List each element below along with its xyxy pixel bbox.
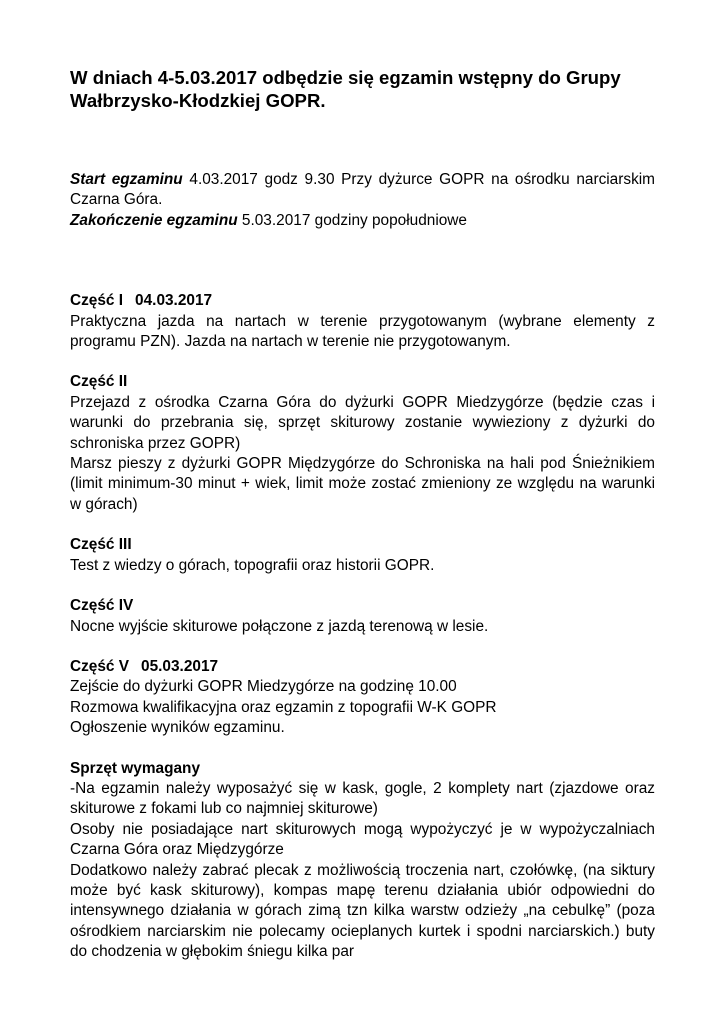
section-line: -Na egzamin należy wyposażyć się w kask, gogle, 2 komplety nart (zjazdowe oraz skiturowe z fokami lub co najmniej skiturowe) <box>70 779 655 818</box>
section-line: Marsz pieszy z dyżurki GOPR Międzygórze do Schroniska na hali pod Śnieżnikiem (limit minimum-30 minut + wiek, limit może zostać zmieniony ze względu na warunki w górach) <box>70 455 655 513</box>
section-heading: Część II <box>70 373 128 391</box>
section-part-3 <box>70 535 655 576</box>
document-title: W dniach 4-5.03.2017 odbędzie się egzamin wstępny do Grupy Wałbrzysko-Kłodzkiej GOPR. <box>70 67 621 111</box>
section-part-1 <box>70 291 655 352</box>
section-heading: Część III <box>70 536 132 554</box>
section-heading: Sprzęt wymagany <box>70 759 201 777</box>
section-part-4 <box>70 596 655 637</box>
section-date: 05.03.2017 <box>141 657 219 675</box>
exam-end-label: Zakończenie egzaminu <box>70 211 238 229</box>
section-date: 04.03.2017 <box>135 292 213 310</box>
section-line: Praktyczna jazda na nartach w terenie przygotowanym (wybrane elementy z programu PZN). Jazda na nartach w terenie nie przygotowanym. <box>70 312 655 351</box>
section-line: Ogłoszenie wyników egzaminu. <box>70 719 285 737</box>
exam-start <box>70 170 655 211</box>
section-heading: Część IV <box>70 597 134 615</box>
section-heading <box>70 291 655 311</box>
section-line: Zejście do dyżurki GOPR Miedzygórze na godzinę 10.00 <box>70 678 457 696</box>
exam-start-label: Start egzaminu <box>70 171 183 188</box>
document-content <box>70 67 655 963</box>
section-line: Dodatkowo należy zabrać plecak z możliwością troczenia nart, czołówkę, (na siktury może być kask skiturowy), kompas mapę terenu działania ubiór odpowiedni do intensywnego działania w górach zimą tzn kilka warstw odzieży „na cebulkę” (poza ośrodkiem narciarskim nie polecamy ocieplanych kurtek i spodni narciarskich.) buty do chodzenia w głębokim śniegu kilka par <box>70 861 655 961</box>
exam-end <box>70 211 655 231</box>
section-line: Przejazd z ośrodka Czarna Góra do dyżurki GOPR Miedzygórze (będzie czas i warunki do przebrania się, sprzęt skiturowy zostanie wywieziony z dyżurki do schroniska przez GOPR) <box>70 393 655 452</box>
section-part-2 <box>70 372 655 515</box>
section-line: Osoby nie posiadające nart skiturowych mogą wypożyczyć je w wypożyczalniach Czarna Góra oraz Międzygórze <box>70 820 655 859</box>
section-heading-label: Część V <box>70 657 130 675</box>
exam-start-text: 4.03.2017 godz 9.30 Przy dyżurce GOPR na ośrodku narciarskim Czarna Góra. <box>70 171 656 209</box>
section-equipment <box>70 759 655 963</box>
section-heading-label: Część I <box>70 292 124 310</box>
section-line: Rozmowa kwalifikacyjna oraz egzamin z topografii W-K GOPR <box>70 698 497 716</box>
section-heading <box>70 657 655 677</box>
section-part-5 <box>70 657 655 739</box>
section-line: Test z wiedzy o górach, topografii oraz historii GOPR. <box>70 556 435 574</box>
section-line: Nocne wyjście skiturowe połączone z jazdą terenową w lesie. <box>70 617 489 635</box>
exam-end-text: 5.03.2017 godziny popołudniowe <box>237 211 467 229</box>
